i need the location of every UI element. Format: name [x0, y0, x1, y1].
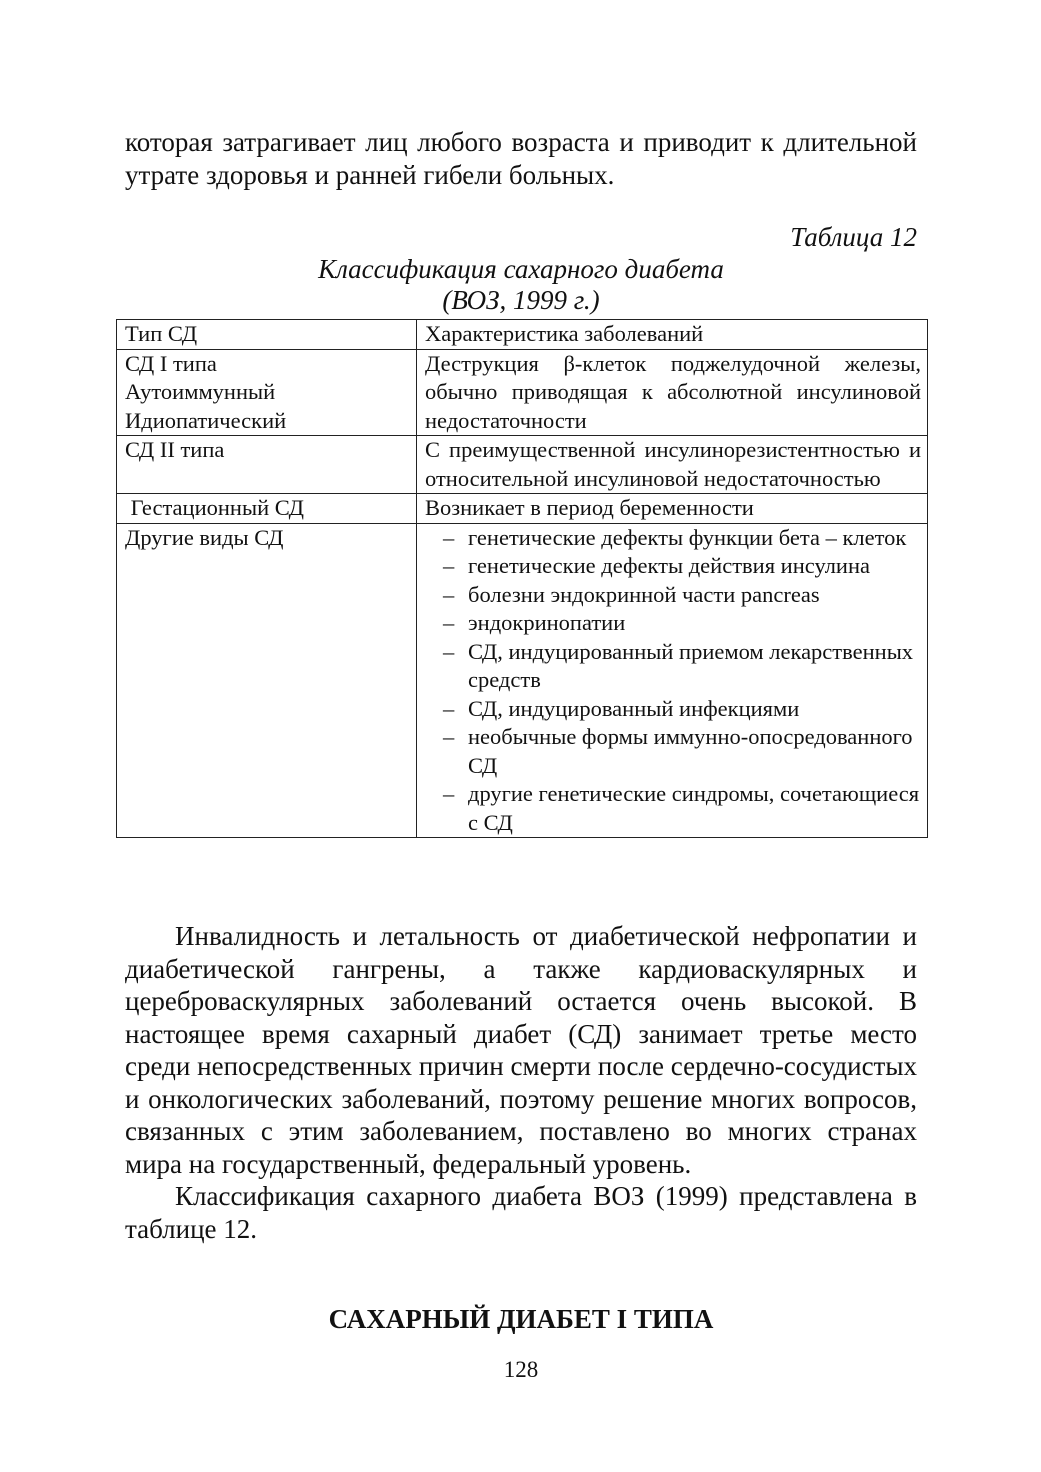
- table-row: [117, 436, 928, 494]
- intro-paragraph: которая затрагивает лиц любого возраста и приводит к длительной утрате здоровья и ранней гибели больных.: [125, 127, 917, 190]
- table-row: [117, 349, 928, 436]
- type-line: Идиопатический: [125, 407, 287, 433]
- list-item: – болезни эндокринной части pancreas: [443, 581, 921, 610]
- type-line: Аутоиммунный: [125, 379, 276, 404]
- list-item: – другие генетические синдромы, сочетающиеся с СД: [443, 780, 921, 837]
- section-heading: САХАРНЫЙ ДИАБЕТ I ТИПА: [328, 1304, 714, 1334]
- list-item: – необычные формы иммунно-опосредованного СД: [443, 723, 921, 780]
- list-item: – СД, индуцированный инфекциями: [443, 695, 921, 724]
- type-cell: СД II типа: [117, 436, 417, 494]
- table-row: [117, 494, 928, 524]
- list-item: – генетические дефекты действия инсулина: [443, 552, 921, 581]
- body-paragraph-2: Классификация сахарного диабета ВОЗ (1999) представлена в таблице 12.: [125, 1181, 917, 1244]
- table-title-line-1: Классификация сахарного диабета: [318, 254, 724, 284]
- header-cell-type: Тип СД: [117, 320, 417, 350]
- page-number: 128: [503, 1357, 539, 1382]
- type-cell: [117, 349, 417, 436]
- table-title: [125, 254, 917, 316]
- header-cell-characteristic: Характеристика заболеваний: [417, 320, 928, 350]
- table-label: Таблица 12: [790, 222, 917, 252]
- table-row: [117, 523, 928, 838]
- type-cell: Гестационный СД: [117, 494, 417, 524]
- list-item: – эндокринопатии: [443, 609, 921, 638]
- description-cell: Деструкция β-клеток поджелудочной железы, обычно приводящая к абсолютной инсулиновой недостаточности: [417, 349, 928, 436]
- description-cell: С преимущественной инсулинорезистентностью и относительной инсулиновой недостаточностью: [417, 436, 928, 494]
- description-cell: [417, 523, 928, 838]
- other-types-list: [425, 524, 921, 838]
- classification-table: [116, 319, 928, 838]
- list-item: – генетические дефекты функции бета – клеток: [443, 524, 921, 553]
- type-cell: Другие виды СД: [117, 523, 417, 838]
- list-item: – СД, индуцированный приемом лекарственных средств: [443, 638, 921, 695]
- table-header-row: [117, 320, 928, 350]
- body-paragraph-1: Инвалидность и летальность от диабетической нефропатии и диабетической гангрены, а также кардиоваскулярных и цереброваскулярных заболеваний остается очень высокой. В настоящее время сахарный диабет (СД) занимает третье место среди непосредственных причин смерти после сердечно-сосудистых и онкологических заболеваний, поэтому решение многих вопросов, связанных с этим заболеванием, поставлено во многих странах мира на государственный, федеральный уровень.: [125, 921, 917, 1179]
- description-cell: Возникает в период беременности: [417, 494, 928, 524]
- type-line: СД I типа: [125, 350, 217, 376]
- table-title-line-2: (ВОЗ, 1999 г.): [442, 285, 600, 315]
